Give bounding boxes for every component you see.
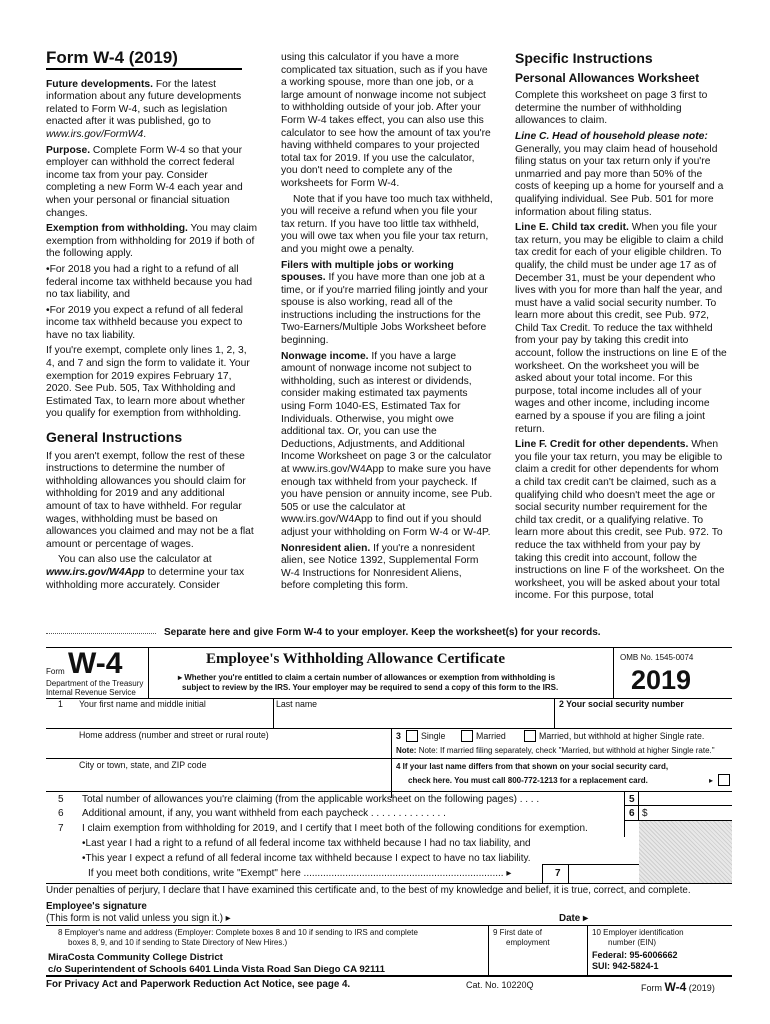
certificate-subtitle-1: ▸ Whether you're entitled to claim a certain number of allowances or exemption from withholding is (178, 673, 556, 682)
line-c-paragraph: Line C. Head of household please note: Generally, you may claim head of household filing status on your tax return only if you're unmarried and pay more than 50% of the costs of keeping up a home for yourself and a qualifying individual. See Pub. 501 for more information about filing status. (515, 130, 724, 218)
dept-treasury: Department of the Treasury (46, 679, 144, 688)
signature-label: Employee's signature (46, 901, 147, 912)
last-name-field[interactable]: Last name (276, 699, 318, 709)
catalog-number: Cat. No. 10220Q (466, 980, 534, 990)
personal-allowances-heading: Personal Allowances Worksheet (515, 70, 700, 85)
refund-note-paragraph: Note that if you have too much tax withheld, you will receive a refund when you file your tax return. If you have too little tax withheld, you will owe tax when you file your tax return, and you might owe a penalty. (281, 193, 493, 255)
form-year: 2019 (631, 665, 692, 695)
future-developments-heading: Future developments. (46, 78, 153, 90)
sui-number: SUI: 942-5824-1 (592, 961, 659, 971)
calculator-paragraph: You can also use the calculator at www.irs.gov/W4App to determine your tax withholding more accurately. Consider (46, 554, 245, 591)
signature-note: (This form is not valid unless you sign it.) ▸ (46, 913, 231, 924)
omb-number: OMB No. 1545-0074 (620, 653, 694, 662)
certificate-title: Employee's Withholding Allowance Certificate (206, 651, 506, 667)
date-field[interactable] (606, 909, 726, 923)
future-developments-paragraph: Future developments. For the latest information about any future developments related to Form W-4, such as legislation enacted after it was published, go to www.irs.gov/FormW4. (46, 78, 242, 140)
first-name-field[interactable]: Your first name and middle initial (79, 699, 206, 709)
form-title: Form W-4 (2019) (46, 52, 242, 70)
exemption-bullet-2: • For 2019 you expect a refund of all federal income tax withheld because you expect to have no tax liability. (46, 305, 258, 343)
city-state-zip-field[interactable]: City or town, state, and ZIP code (79, 760, 207, 770)
employer-name: MiraCosta Community College District (48, 952, 223, 963)
w4app-link[interactable]: www.irs.gov/W4App (46, 566, 145, 578)
married-higher-single-checkbox[interactable] (524, 730, 536, 742)
form-number: W-4 (68, 647, 123, 680)
exemption-paragraph: Exemption from withholding. You may claim exemption from withholding for 2019 if both of the following apply. (46, 223, 258, 260)
line-7-bullet-2: • This year I expect a refund of all federal income tax withheld because I expect to have no tax liability. (82, 853, 531, 864)
line-e-paragraph: Line E. Child tax credit. When you file your tax return, you may be eligible to claim a child tax credit for each of your eligible children. To qualify, the child must be under age 17 as of December 31, must be your dependent who lives with you for more than half the year, and must have a valid social security number. To learn more about this credit, see Pub. 972, Child Tax Credit. To reduce the tax withheld from your pay by taking this credit into account, follow the instructions on line E of the worksheet. On the worksheet you will be asked about your total income. For this purpose, total income includes all of your wages and other income, including income earned by a spouse if you are filing a joint return. (515, 222, 727, 435)
line-7-label: I claim exemption from withholding for 2019, and I certify that I meet both of the following conditions for exemption. (82, 823, 588, 834)
married-checkbox[interactable] (461, 730, 473, 742)
shaded-area (639, 821, 732, 883)
perjury-statement: Under penalties of perjury, I declare that I have examined this certificate and, to the best of my knowledge and belief, it is true, correct, and complete. (46, 885, 691, 896)
date-label: Date ▸ (559, 913, 588, 924)
line-f-paragraph: Line F. Credit for other dependents. When you file your tax return, you may be eligible to claim a credit for other dependents for whom a child tax credit can't be claimed, such as a qualifying child who doesn't meet the age or social security number requirement for the child tax credit, or a qualifying relative. To learn more about this credit, see Pub. 972. To reduce the tax withheld from your pay by taking this credit into account, follow the instructions on line F of the worksheet. On the worksheet, you will be asked about your total income. For this purpose, total (515, 439, 725, 602)
exempt-paragraph: If you're exempt, complete only lines 1, 2, 3, 4, and 7 and sign the form to validate it. Your exemption for 2019 expires February 17, 2020. See Pub. 505, Tax Withholding and Estimated Tax, to learn more about whether you qualify for exemption from withholding. (46, 345, 250, 420)
form-label: Form (46, 667, 65, 676)
purpose-paragraph: Purpose. Complete Form W-4 so that your employer can withhold the correct federal income tax from your pay. Consider completing a new Form W-4 each year and when your personal or financial situation changes. (46, 144, 243, 219)
line-7-bullet-1: • Last year I had a right to a refund of all federal income tax withheld because I had no tax liability, and (82, 838, 531, 849)
general-instructions-heading: General Instructions (46, 429, 183, 446)
signature-field[interactable] (246, 907, 546, 921)
exempt-input[interactable] (570, 865, 638, 882)
instructions-column-1 (46, 48, 258, 595)
additional-amount-input[interactable] (650, 806, 732, 820)
nonresident-alien-paragraph: Nonresident alien. If you're a nonresident alien, see Notice 1392, Supplemental Form W-4 Instructions for Nonresident Aliens, before completing this form. (281, 542, 479, 592)
federal-ein: Federal: 95-6006662 (592, 950, 678, 960)
line-7-exempt-prompt: If you meet both conditions, write "Exempt" here ........................................................................ ▸ (88, 868, 512, 879)
certificate-subtitle-2: subject to review by the IRS. Your employer may be required to send a copy of this form to the IRS. (182, 683, 559, 692)
single-checkbox[interactable] (406, 730, 418, 742)
privacy-notice: For Privacy Act and Paperwork Reduction Act Notice, see page 4. (46, 979, 351, 990)
formw4-link[interactable]: www.irs.gov/FormW4 (46, 128, 144, 140)
home-address-field[interactable]: Home address (number and street or rural route) (79, 730, 269, 740)
line-5-label: Total number of allowances you're claiming (from the applicable worksheet on the following pages) . . . . (82, 794, 540, 805)
nonwage-income-paragraph: Nonwage income. If you have a large amount of nonwage income not subject to withholding, such as interest or dividends, consider making estimated tax payments using Form 1040-ES, Estimated Tax for Individuals. Otherwise, you might owe additional tax. Or, you can use the Deductions, Adjustments, and Additional Income Worksheet on page 3 or the calculator at www.irs.gov/W4App to make sure you have enough tax withheld from your paycheck. If you have pension or annuity income, see Pub. 505 or use the calculator at www.irs.gov/W4App to find out if you should adjust your withholding on Form W-4 or W-4P. (281, 350, 493, 538)
general-instructions-paragraph: If you aren't exempt, follow the rest of these instructions to determine the number of withholding allowances you should claim for withholding for 2019 and any additional amount of tax to have withheld. For regular wages, withholding must be based on allowances you claimed and may not be a flat amount or percentage of wages. (46, 450, 254, 550)
married-note: Note: Note: If married filing separately, check "Married, but withhold at higher Single rate." (396, 746, 715, 755)
multiple-jobs-paragraph: Filers with multiple jobs or working spouses. If you have more than one job at a time, or if you're married filing jointly and your spouse is also working, read all of the instructions including the instructions for the Two-Earners/Multiple Jobs Worksheet before beginning. (281, 259, 488, 347)
specific-instructions-heading: Specific Instructions (515, 50, 653, 66)
instructions-column-2 (281, 52, 493, 596)
allowances-input[interactable] (640, 792, 732, 805)
instructions-column-3 (515, 52, 727, 606)
separator-text: Separate here and give Form W-4 to your employer. Keep the worksheet(s) for your records. (164, 627, 601, 638)
calculator-continued-paragraph: using this calculator if you have a more complicated tax situation, such as if you have a working spouse, more than one job, or a large amount of nonwage income not subject to withholding outside of your job. After your Form W-4 takes effect, you can also use this calculator to see how the amount of tax you're having withheld compares to your projected total tax for 2019. If you use the calculator, you don't need to complete any of the worksheets for Form W-4. (281, 52, 491, 189)
worksheet-paragraph: Complete this worksheet on page 3 first to determine the number of withholding allowances to claim. (515, 90, 708, 127)
employer-address: c/o Superintendent of Schools 6401 Linda Vista Road San Diego CA 92111 (48, 964, 385, 975)
ssn-field[interactable]: 2 Your social security number (559, 699, 684, 709)
footer-form-id: Form W-4 (2019) (641, 980, 715, 994)
name-differs-checkbox[interactable] (718, 774, 730, 786)
line-6-label: Additional amount, if any, you want withheld from each paycheck . . . . . . . . . . . . . . (82, 808, 446, 819)
irs-label: Internal Revenue Service (46, 688, 136, 697)
exemption-bullet-1: • For 2018 you had a right to a refund of all federal income tax withheld because you had no tax liability, and (46, 264, 258, 302)
w4-certificate: Form W-4 Department of the Treasury Internal Revenue Service Employee's Withholding Allowance Certificate ▸ Whether you're entitled to claim a certain number of allowances or exemption from withholding is subject to review by the IRS. Your employer may be required to send a copy of this form to the IRS. OMB No. 1545-0074 2019 1 Your first name and middle initial Last name 2 Your social security number Home address (number and street or rural route) 3 Single Married Married, but withhold at higher Single rate. Note: Note: If married filing separately, check "Married, but withhold at higher Single rate." City or town, state, and ZIP code 4 If your last name differs from that shown on your social security card, check here. You must call 800-772-1213 for a replacement card. ▸ 5 Total number of allowances you're claiming (from the applicable worksheet on the following pages) . . . . 5 6 Additional amount, if any, you want withheld from each paycheck . . . . . . . . . . . . . . 6 $ 7 I claim exemption from withholding for 2019, and I certify that I meet both of the following conditions for exemption. • Last year I had a right to a refund of all federal income tax withheld because I had no tax liability, and • This year I expect a refund of all federal income tax withheld because I expect to have no tax liability. If you meet both conditions, write "Exempt" here ........................................................................ ▸ 7 Under penalties of perjury, I declare that I have examined this certificate and, to the best of my knowledge and belief, it is true, correct, and complete. Employee's signature (This form is not valid unless you sign it.) ▸ Date ▸ 8 Employer's name and address (Employer: Complete boxes 8 and 10 if sending to IRS and complete boxes 8, 9, and 10 if sending to State Directory of New Hires.) 9 First date of employment 10 Employer identification number (EIN) MiraCosta Community College District c/o Superintendent of Schools 6401 Linda Vista Road San Diego CA 92111 Federal: 95-6006662 SUI: 942-5824-1 For Privacy Act and Paperwork Reduction Act Notice, see page 4. Cat. No. 10220Q Form W-4 (2019) (46, 645, 732, 985)
